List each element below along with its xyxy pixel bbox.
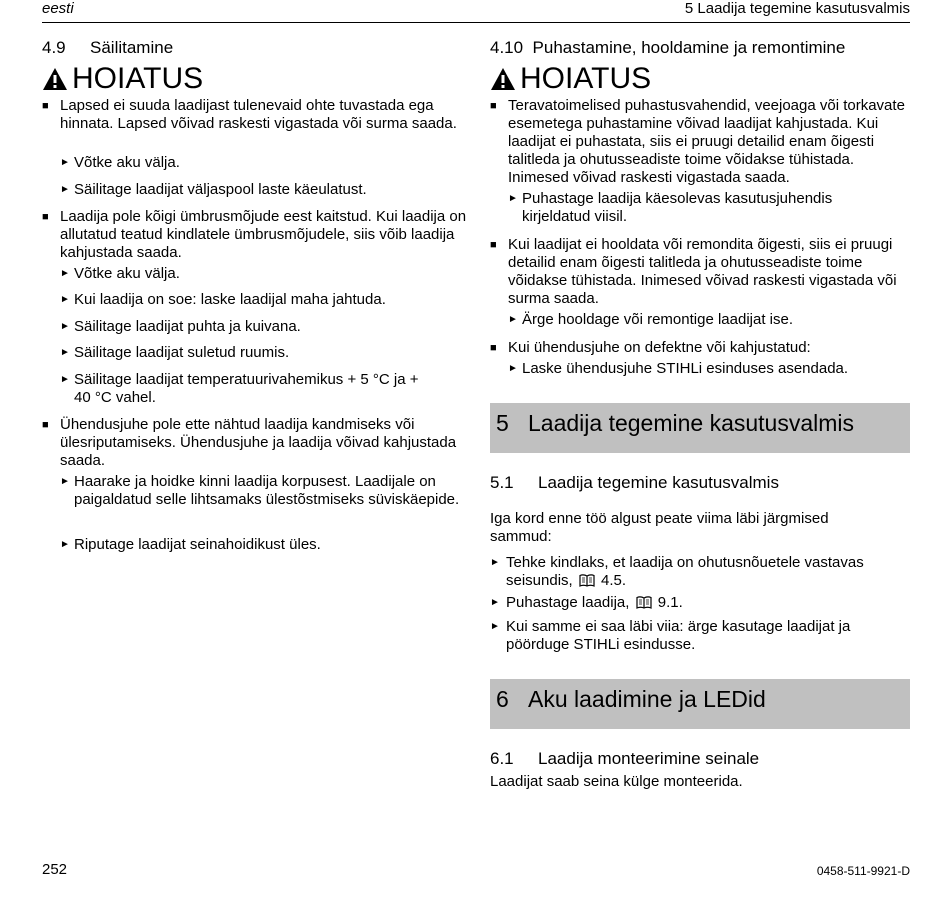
section-intro: Iga kord enne töö algust peate viima läbi järgmised sammud: <box>490 510 829 545</box>
bullet-square-icon: ■ <box>490 239 497 251</box>
warning-text: Laadija pole kõigi ümbrusmõjude eest kaitstud. Kui laadija on allutatud teatud kindlatele ümbrusmõjudele, siis võib laadija kahjustada saada. <box>60 208 467 261</box>
section-number: 4.9 <box>42 38 66 57</box>
arrow-right-icon: ► <box>60 374 70 385</box>
warning-label: HOIATUS <box>72 62 204 95</box>
section-number: 5.1 <box>490 473 514 492</box>
page-number: 252 <box>42 861 68 878</box>
section-title: Laadija monteerimine seinale <box>538 749 760 768</box>
warning-triangle-icon <box>490 67 516 91</box>
warning-triangle-icon <box>42 67 68 91</box>
header-rule <box>42 22 910 23</box>
warning-item-children <box>42 97 467 197</box>
warning-text: Kui ühendusjuhe on defektne või kahjustatud: <box>508 339 811 356</box>
header-language: eesti <box>42 0 74 17</box>
header-chapter: 5 Laadija tegemine kasutusvalmis <box>684 0 910 17</box>
arrow-right-icon: ► <box>60 476 70 487</box>
arrow-right-icon: ► <box>60 539 70 550</box>
page-reference[interactable]: 9.1. <box>657 594 683 611</box>
arrow-right-icon: ► <box>60 321 70 332</box>
action-step: Ärge hooldage või remontige laadijat ise. <box>522 311 794 328</box>
book-reference-icon <box>579 574 595 587</box>
warning-text: Kui laadijat ei hooldata või remondita õigesti, siis ei pruugi detailid enam õigesti talitleda ja ohutusseadiste toime võidakse tühistada. Inimesed võivad raskesti vigastada või surma saada. <box>508 236 897 307</box>
book-reference-icon <box>636 596 652 609</box>
action-step: Kui laadija on soe: laske laadijal maha jahtuda. <box>74 291 386 308</box>
section-title: Puhastamine, hooldamine ja remontimine <box>532 38 846 57</box>
section-4-9-heading <box>42 38 173 58</box>
arrow-right-icon: ► <box>508 314 518 325</box>
chapter-title: Aku laadimine ja LEDid <box>528 686 766 712</box>
warning-heading <box>42 64 203 94</box>
arrow-right-icon: ► <box>508 193 518 204</box>
section-number: 4.10 <box>490 38 524 57</box>
action-step: Puhastage laadija käesolevas kasutusjuhendis kirjeldatud viisil. <box>522 190 833 225</box>
section-6-1-heading <box>490 749 759 769</box>
bullet-square-icon: ■ <box>42 100 49 112</box>
action-step: Laske ühendusjuhe STIHLi esinduses asendada. <box>522 360 849 377</box>
action-step: Riputage laadijat seinahoidikust üles. <box>74 536 321 553</box>
action-step: Säilitage laadijat väljaspool laste käeulatust. <box>74 181 367 198</box>
action-text: Puhastage laadija, <box>506 594 630 611</box>
action-step: Kui samme ei saa läbi viia: ärge kasutage laadijat ja pöörduge STIHLi esindusse. <box>506 618 851 653</box>
warning-text: Lapsed ei suuda laadijast tulenevaid ohte tuvastada ega hinnata. Lapsed võivad raskesti vigastada või surma saada. <box>60 97 457 132</box>
arrow-right-icon: ► <box>508 363 518 374</box>
section-number: 6.1 <box>490 749 514 768</box>
bullet-square-icon: ■ <box>490 342 497 354</box>
action-step: Säilitage laadijat suletud ruumis. <box>74 344 290 361</box>
section-5-1-heading <box>490 473 779 493</box>
chapter-5-heading <box>490 403 910 453</box>
warning-item-cleaning <box>490 97 910 227</box>
warning-heading <box>490 64 651 94</box>
section-title: Säilitamine <box>90 38 174 57</box>
arrow-right-icon: ► <box>60 347 70 358</box>
bullet-square-icon: ■ <box>42 419 49 431</box>
arrow-right-icon: ► <box>490 621 500 632</box>
section-text: Laadijat saab seina külge monteerida. <box>490 773 743 790</box>
action-step: Haarake ja hoidke kinni laadija korpusest. Laadijale on paigaldatud selle lihtsamaks ülestõstmiseks süviskäepide. <box>74 473 460 508</box>
section-title: Laadija tegemine kasutusvalmis <box>538 473 779 492</box>
arrow-right-icon: ► <box>60 157 70 168</box>
arrow-right-icon: ► <box>490 557 500 568</box>
chapter-number: 5 <box>496 410 509 436</box>
warning-text: Teravatoimelised puhastusvahendid, veejoaga või torkavate esemetega puhastamine võivad laadijat kahjustada. Kui laadijat ei puhastata, siis ei pruugi detailid enam õigesti talitleda ja ohutusseadiste toime võidakse tühistada. Inimesed võivad raskesti vigastada saada. <box>508 97 905 186</box>
action-step: Säilitage laadijat puhta ja kuivana. <box>74 318 301 335</box>
page-reference[interactable]: 4.5. <box>601 572 627 589</box>
chapter-number: 6 <box>496 686 509 712</box>
warning-text: Ühendusjuhe pole ette nähtud laadija kandmiseks või ülesriputamiseks. Ühendusjuhe ja laadija võivad kahjustada saada. <box>60 416 457 469</box>
section-4-10-heading <box>490 38 845 58</box>
action-step: Säilitage laadijat temperatuurivahemikus + 5 °C ja + 40 °C vahel. <box>74 371 419 406</box>
action-step: Võtke aku välja. <box>74 265 180 282</box>
warning-item-maintenance <box>490 236 910 331</box>
action-text: Tehke kindlaks, et laadija on ohutusnõuetele vastavas seisundis, <box>506 554 864 589</box>
chapter-title: Laadija tegemine kasutusvalmis <box>528 410 855 436</box>
bullet-square-icon: ■ <box>42 211 49 223</box>
readiness-steps <box>490 554 910 654</box>
warning-item-environment <box>42 208 467 408</box>
warning-item-damaged-cable <box>490 339 910 384</box>
arrow-right-icon: ► <box>60 294 70 305</box>
arrow-right-icon: ► <box>60 184 70 195</box>
action-step <box>506 554 900 590</box>
action-step <box>506 594 910 612</box>
chapter-6-heading <box>490 679 910 729</box>
action-step: Võtke aku välja. <box>74 154 180 171</box>
document-code: 0458-511-9921-D <box>816 864 910 878</box>
arrow-right-icon: ► <box>490 597 500 608</box>
warning-label: HOIATUS <box>520 62 652 95</box>
bullet-square-icon: ■ <box>490 100 497 112</box>
arrow-right-icon: ► <box>60 268 70 279</box>
warning-item-cable <box>42 416 467 556</box>
